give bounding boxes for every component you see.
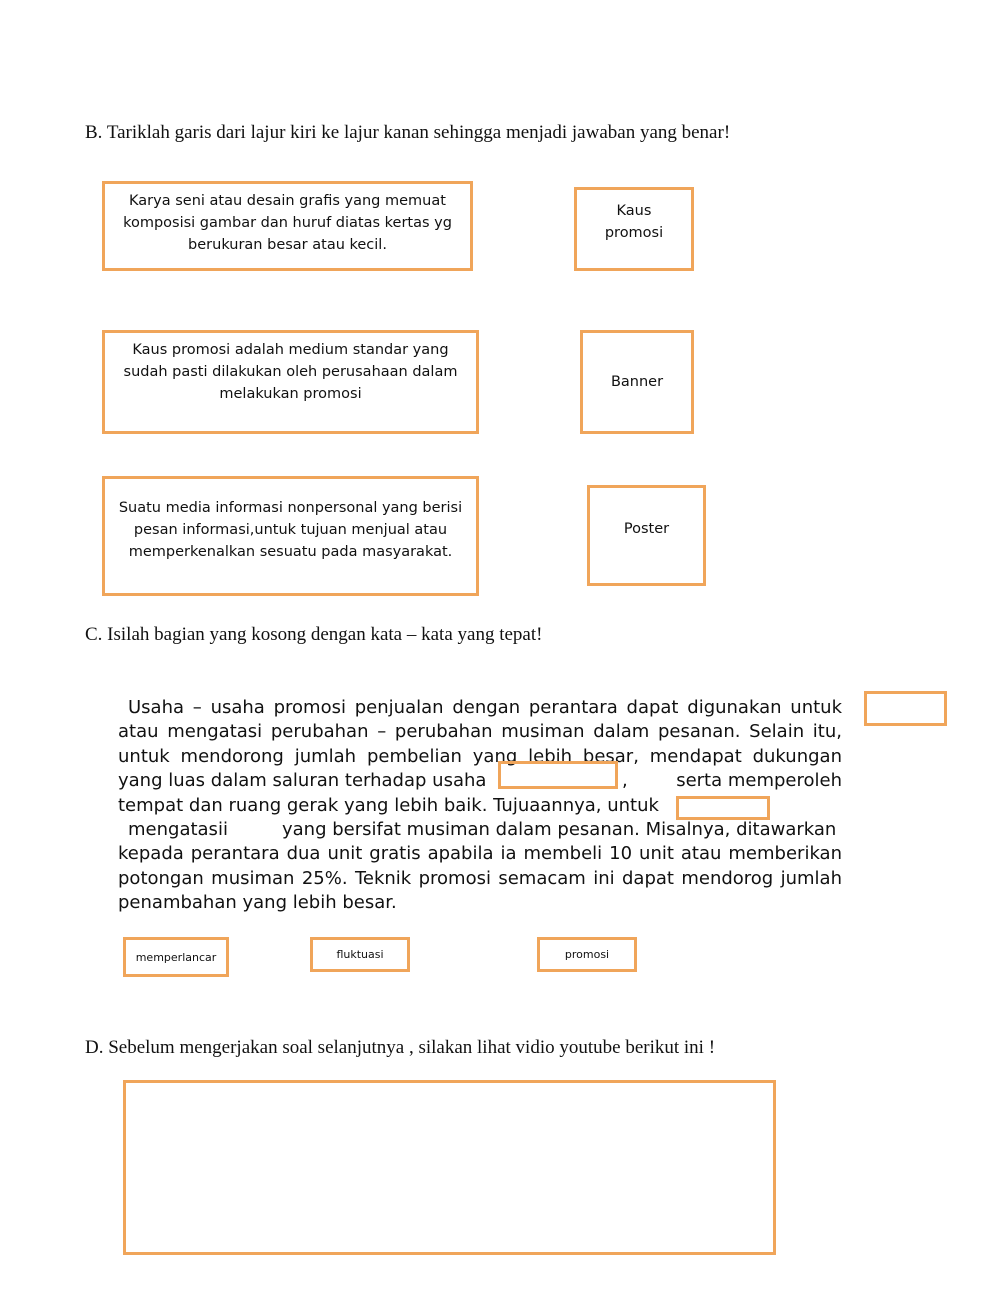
section-c-heading: C. Isilah bagian yang kosong dengan kata – kata yang tepat!: [85, 624, 543, 645]
right-item-kaus-promosi[interactable]: Kaus promosi: [574, 187, 694, 271]
section-b-heading: B. Tariklah garis dari lajur kiri ke lajur kanan sehingga menjadi jawaban yang benar!: [85, 122, 731, 143]
blank-drop-zone-3[interactable]: [676, 796, 770, 820]
word-option-memperlancar[interactable]: memperlancar: [123, 937, 229, 977]
paragraph-line-1: Usaha – usaha promosi penjualan dengan perantara dapat digunakan untuk: [128, 697, 842, 718]
paragraph-line-9: penambahan yang lebih besar.: [118, 892, 397, 914]
paragraph-line-8: potongan musiman 25%. Teknik promosi semacam ini dapat mendorog jumlah: [118, 867, 842, 889]
blank-drop-zone-2[interactable]: [498, 761, 618, 789]
paragraph-line-2: atau mengatasi perubahan – perubahan musiman dalam pesanan. Selain itu,: [118, 721, 842, 743]
paragraph-line-3: untuk mendorong jumlah pembelian yang lebih besar, mendapat dukungan: [118, 745, 842, 767]
paragraph-line-6a: mengatasii: [128, 818, 228, 840]
section-d-heading: D. Sebelum mengerjakan soal selanjutnya , silakan lihat vidio youtube berikut ini !: [85, 1037, 716, 1058]
word-option-promosi[interactable]: promosi: [537, 937, 637, 972]
left-item-2[interactable]: Kaus promosi adalah medium standar yang sudah pasti dilakukan oleh perusahaan dalam melakukan promosi: [102, 330, 479, 434]
left-item-3[interactable]: Suatu media informasi nonpersonal yang berisi pesan informasi,untuk tujuan menjual atau memperkenalkan sesuatu pada masyarakat.: [102, 476, 479, 596]
paragraph-line-6: [118, 818, 842, 842]
right-item-banner[interactable]: Banner: [580, 330, 694, 434]
paragraph-line-6b: yang bersifat musiman dalam pesanan. Misalnya, ditawarkan: [282, 818, 837, 840]
paragraph-line-5: tempat dan ruang gerak yang lebih baik. Tujuaannya, untuk: [118, 794, 659, 816]
paragraph-line-4a: yang luas dalam saluran terhadap usaha: [118, 770, 487, 792]
left-item-1[interactable]: Karya seni atau desain grafis yang memuat komposisi gambar dan huruf diatas kertas yg berukuran besar atau kecil.: [102, 181, 473, 271]
youtube-video-embed[interactable]: [123, 1080, 776, 1255]
paragraph-line-4b: serta memperoleh: [676, 770, 842, 792]
paragraph-line-4: [118, 769, 842, 793]
right-item-poster[interactable]: Poster: [587, 485, 706, 586]
blank-drop-zone-1[interactable]: [864, 691, 947, 726]
paragraph-comma: ,: [622, 770, 628, 792]
paragraph-line-7: kepada perantara dua unit gratis apabila ia membeli 10 unit atau memberikan: [118, 843, 842, 865]
word-option-fluktuasi[interactable]: fluktuasi: [310, 937, 410, 972]
